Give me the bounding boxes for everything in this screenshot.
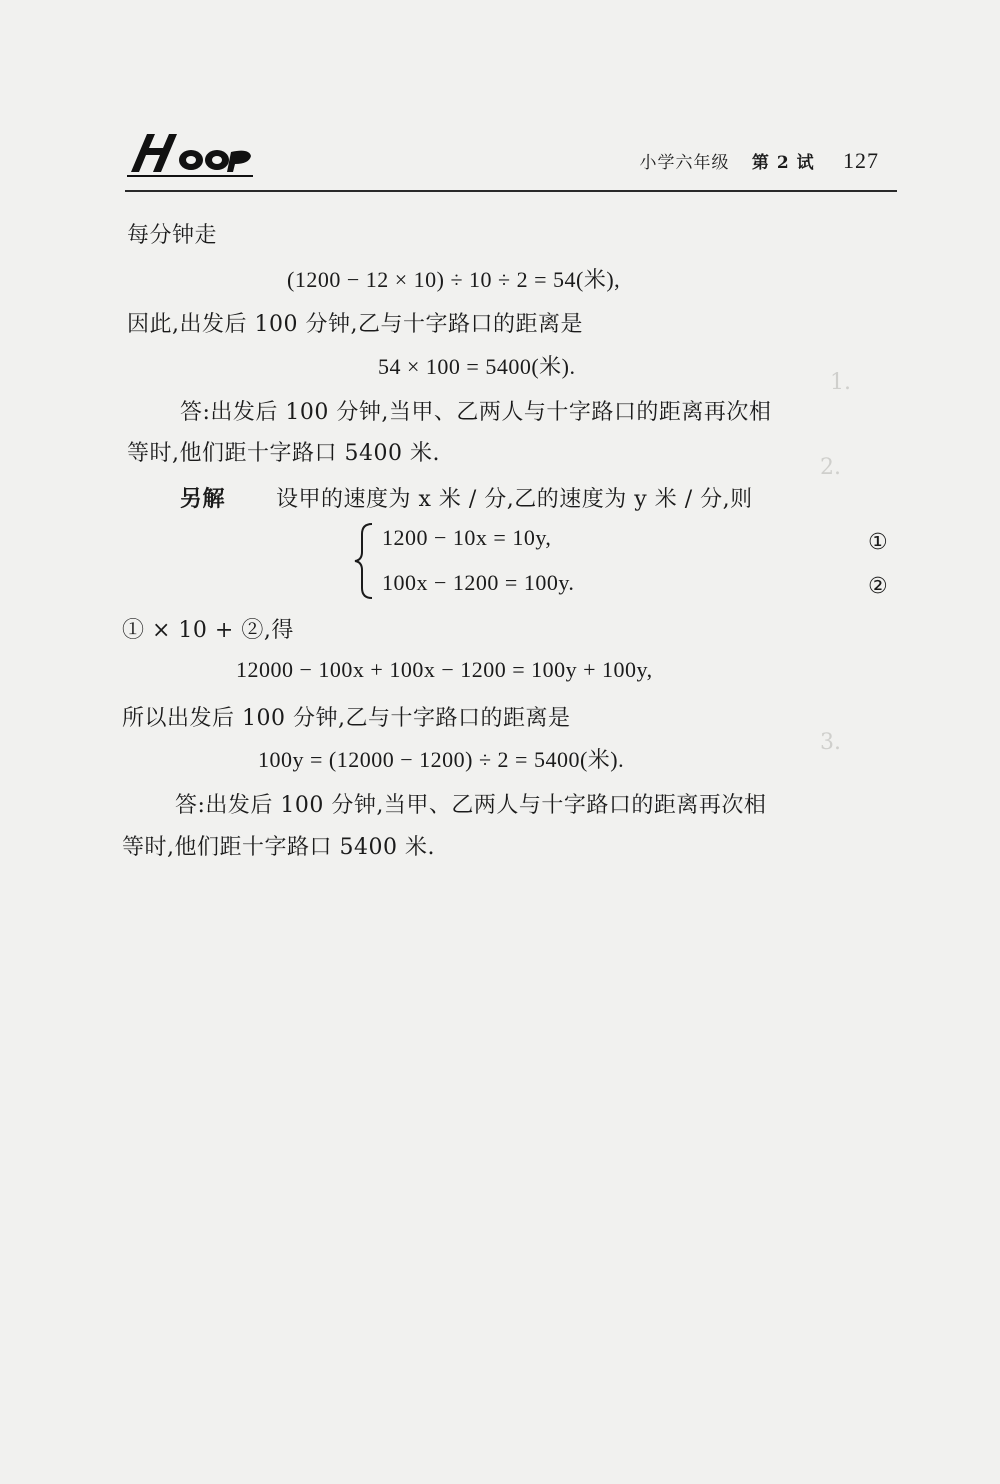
text-line: 每分钟走 (127, 223, 218, 248)
answer-line: 答:出发后 100 分钟,当甲、乙两人与十字路口的距离再次相 (175, 793, 767, 818)
text-line: 设甲的速度为 x 米 / 分,乙的速度为 y 米 / 分,则 (276, 487, 753, 512)
alt-solution-label: 另解 (180, 486, 226, 512)
page-number: 127 (843, 148, 879, 173)
equation: (1200 − 12 × 10) ÷ 10 ÷ 2 = 54(米), (287, 267, 621, 292)
equation: 54 × 100 = 5400(米). (378, 354, 576, 379)
bleed-through: 3. (820, 730, 841, 755)
text-line: 因此,出发后 100 分钟,乙与十字路口的距离是 (127, 312, 583, 337)
grade-label: 小学六年级 (639, 153, 730, 173)
equation-marker: ② (868, 574, 888, 599)
bleed-through: 2. (820, 455, 841, 480)
answer-line: 等时,他们距十字路口 5400 米. (122, 835, 435, 860)
equation: 100y = (12000 − 1200) ÷ 2 = 5400(米). (258, 747, 625, 772)
equation: 12000 − 100x + 100x − 1200 = 100y + 100y, (236, 657, 653, 682)
test-label: 第 2 试 (751, 153, 815, 173)
equation: 1200 − 10x = 10y, (382, 525, 552, 550)
answer-line: 等时,他们距十字路口 5400 米. (127, 441, 440, 466)
page-header (125, 118, 897, 196)
header-rule (125, 190, 897, 192)
bleed-through: 1. (830, 370, 851, 395)
text-line: ① × 10 + ②,得 (122, 618, 294, 643)
text-line: 所以出发后 100 分钟,乙与十字路口的距离是 (122, 706, 571, 731)
header-meta (624, 148, 879, 174)
system-brace-icon (352, 522, 376, 600)
equation-marker: ① (868, 530, 888, 555)
hoop-logo-icon (125, 128, 255, 178)
equation: 100x − 1200 = 100y. (382, 570, 575, 595)
answer-line: 答:出发后 100 分钟,当甲、乙两人与十字路口的距离再次相 (180, 400, 772, 425)
